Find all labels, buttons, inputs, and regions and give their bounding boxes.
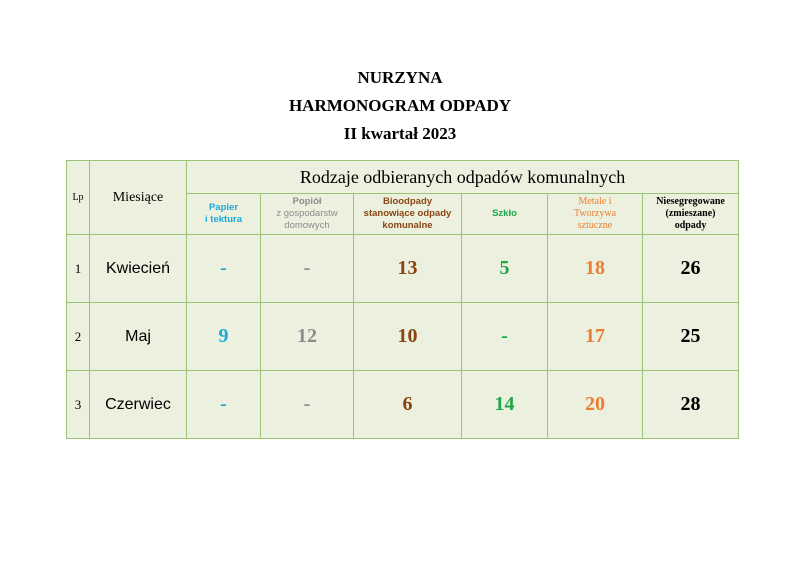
category-glass [462, 194, 548, 235]
category-paper-l1: Papier [208, 202, 239, 213]
paper-value: 9 [187, 303, 261, 371]
category-ash-l1: Popiół [292, 196, 322, 207]
month-name: Czerwiec [90, 371, 187, 439]
category-mixed-l2: (zmieszane) [665, 208, 716, 219]
category-mixed-l3: odpady [674, 220, 707, 231]
bio-value: 13 [354, 235, 462, 303]
category-bio [354, 194, 462, 235]
month-name: Maj [90, 303, 187, 371]
category-mixed [643, 194, 739, 235]
category-metals-l2: Tworzywa [573, 208, 617, 219]
category-ash-l3: domowych [284, 220, 330, 231]
mixed-value: 28 [643, 371, 739, 439]
table-row [67, 303, 739, 371]
schedule-table [66, 160, 739, 439]
category-paper-l2: i tektura [205, 214, 242, 225]
ash-value: - [261, 235, 354, 303]
waste-types-header: Rodzaje odbieranych odpadów komunalnych [187, 161, 739, 194]
category-metals-l3: sztuczne [577, 220, 613, 231]
schedule-title: HARMONOGRAM ODPADY [288, 96, 512, 115]
category-ash [261, 194, 354, 235]
metals-value: 18 [548, 235, 643, 303]
table-row [67, 371, 739, 439]
category-bio-l3: komunalne [382, 220, 433, 231]
category-ash-l2: z gospodarstw [276, 208, 338, 219]
bio-value: 10 [354, 303, 462, 371]
category-paper [187, 194, 261, 235]
paper-value: - [187, 235, 261, 303]
paper-value: - [187, 371, 261, 439]
month-name: Kwiecień [90, 235, 187, 303]
ash-value: 12 [261, 303, 354, 371]
category-bio-l1: Bioodpady [382, 196, 433, 207]
metals-value: 20 [548, 371, 643, 439]
category-metals-l1: Metale i [578, 196, 612, 207]
bio-value: 6 [354, 371, 462, 439]
glass-value: - [462, 303, 548, 371]
months-header: Miesiące [90, 161, 187, 235]
table-row [67, 235, 739, 303]
mixed-value: 25 [643, 303, 739, 371]
category-glass-l1: Szkło [492, 208, 517, 219]
row-index: 1 [67, 235, 90, 303]
glass-value: 5 [462, 235, 548, 303]
category-mixed-l1: Niesegregowane [656, 196, 725, 207]
row-index: 3 [67, 371, 90, 439]
row-index: 2 [67, 303, 90, 371]
quarter-title: II kwartał 2023 [343, 124, 457, 143]
document-titles [0, 64, 800, 148]
location-title: NURZYNA [357, 68, 443, 87]
glass-value: 14 [462, 371, 548, 439]
ash-value: - [261, 371, 354, 439]
category-bio-l2: stanowiące odpady [363, 208, 452, 219]
metals-value: 17 [548, 303, 643, 371]
lp-header: Lp [67, 161, 90, 235]
category-metals-plastics [548, 194, 643, 235]
mixed-value: 26 [643, 235, 739, 303]
